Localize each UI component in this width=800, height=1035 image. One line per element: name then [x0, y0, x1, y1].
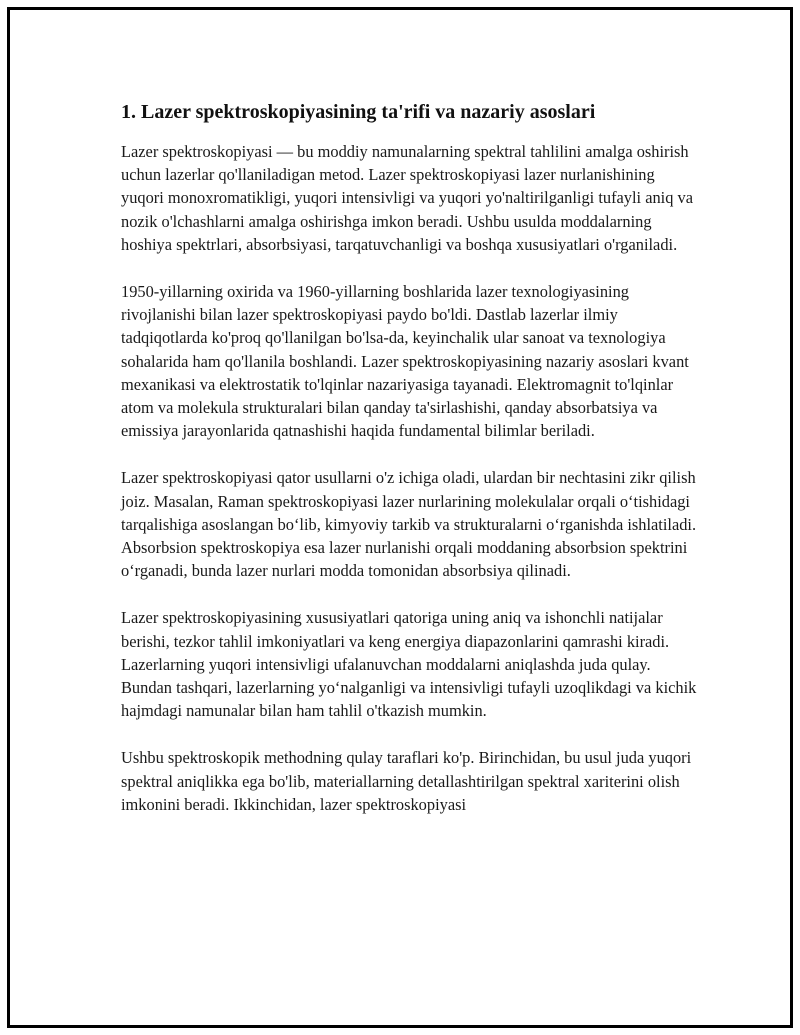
paragraph-advantages: Ushbu spektroskopik methodning qulay taraflari ko'p. Birinchidan, bu usul juda yuqori spektral aniqlikka ega bo'lib, materiallarning detallashtirilgan spektral xariterini olish imkonini beradi. Ikkinchidan, lazer spektroskopiyasi [121, 748, 692, 814]
paragraph-history-theory: 1950-yillarning oxirida va 1960-yillarning boshlarida lazer texnologiyasining rivojlanishi bilan lazer spektroskopiyasi paydo bo'ldi. Dastlab lazerlar ilmiy tadqiqotlarda ko'proq qo'llanilgan bo'lsa-da, keyinchalik ular sanoat va texnologiya sohalarida ham qo'llanila boshlandi. Lazer spektroskopiyasining nazariy asoslari kvant mexanikasi va elektrostatik to'lqinlar nazariyasiga tayanadi. Elektromagnit to'lqinlar atom va molekula strukturalari bilan qanday ta'sirlashishi, qanday absorbatsiya va emissiya jarayonlarida qatnashishi haqida fundamental bilimlar beriladi. [121, 282, 689, 441]
paragraph-methods: Lazer spektroskopiyasi qator usullarni o'z ichiga oladi, ulardan bir nechtasini zikr qilish joiz. Masalan, Raman spektroskopiyasi lazer nurlarining molekulalar orqali o‘tishidagi tarqalishiga asoslangan bo‘lib, kimyoviy tarkib va strukturalarni o‘rganishda ishlatiladi. Absorbsion spektroskopiya esa lazer nurlanishi orqali moddaning absorbsion spektrini o‘rganadi, bunda lazer nurlari modda tomonidan absorbsiya qilinadi. [121, 468, 697, 581]
section-heading: 1. Lazer spektroskopiyasining ta'rifi va nazariy asoslari [121, 101, 596, 123]
paragraph-definition: Lazer spektroskopiyasi — bu moddiy namunalarning spektral tahlilini amalga oshirish uchun lazerlar qo'llaniladigan metod. Lazer spektroskopiyasi lazer nurlanishining yuqori monoxromatikligi, yuqori intensivligi va yuqori yo'naltirilganligi tufayli aniq va nozik o'lchashlarni amalga oshirishga imkon beradi. Ushbu usulda moddalarning hoshiya spektrlari, absorbsiyasi, tarqatuvchanligi va boshqa xususiyatlari o'rganiladi. [121, 142, 693, 254]
document-body [121, 98, 701, 816]
paragraph-features: Lazer spektroskopiyasining xususiyatlari qatoriga uning aniq va ishonchli natijalar berishi, tezkor tahlil imkoniyatlari va keng energiya diapazonlarini qamrashi kiradi. Lazerlarning yuqori intensivligi ufalanuvchan moddalarni aniqlashda juda qulay. Bundan tashqari, lazerlarning yo‘nalganligi va intensivligi tufayli uzoqlikdagi va kichik hajmdagi namunalar bilan ham tahlil o'tkazish mumkin. [121, 608, 697, 721]
page-frame [7, 7, 793, 1028]
